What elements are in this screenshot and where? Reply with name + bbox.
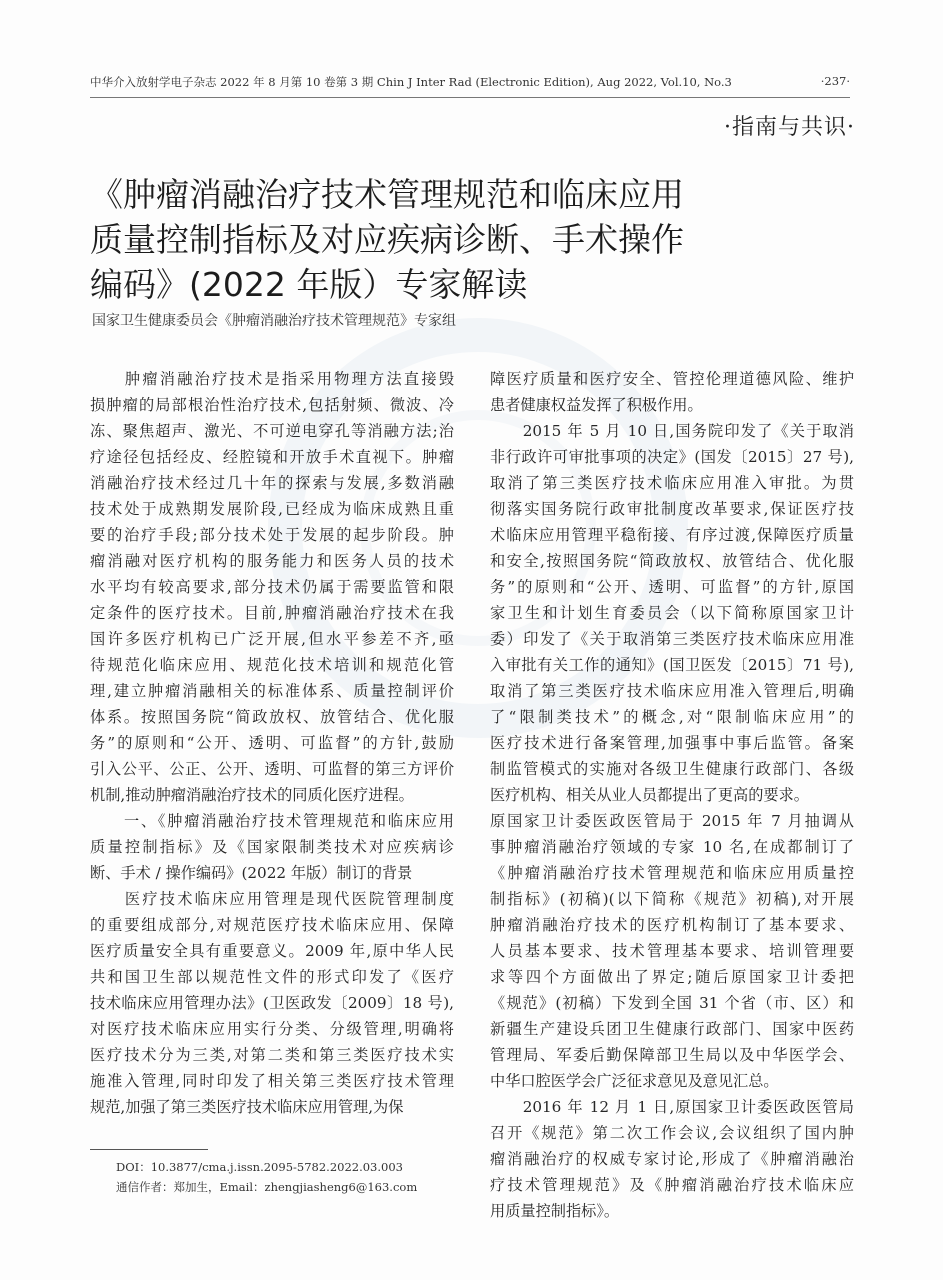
body-text-line: 疗途径包括经皮、经腔镜和开放手术直视下。肿瘤 [90, 448, 454, 466]
body-text-line: 2016 年 12 月 1 日,原国家卫计委医政医管局 [490, 1098, 854, 1116]
body-text-line: 理,建立肿瘤消融相关的标准体系、质量控制评价 [90, 682, 454, 700]
body-text-line: 医疗技术分为三类,对第二类和第三类医疗技术实 [90, 1046, 454, 1064]
body-text-line: 医疗机构、相关从业人员都提出了更高的要求。 [490, 786, 809, 804]
body-text-line: 务”的原则和“公开、透明、可监督”的方针,原国 [490, 578, 854, 596]
body-text-line: 中华口腔医学会广泛征求意见及意见汇总。 [490, 1072, 779, 1090]
corresponding-author-note: 通信作者：郑加生，Email：zhengjiasheng6@163.com [116, 1180, 418, 1194]
body-text-line: 疗技术管理规范》及《肿瘤消融治疗技术临床应 [490, 1176, 854, 1194]
body-text-line: 施准入管理,同时印发了相关第三类医疗技术管理 [90, 1072, 454, 1090]
header-rule [90, 97, 850, 98]
body-text-line: 用质量控制指标》。 [490, 1202, 620, 1220]
body-text-line: 制指标》(初稿)(以下简称《规范》初稿),对开展 [490, 890, 854, 908]
body-text-line: 患者健康权益发挥了积极作用。 [490, 396, 703, 414]
body-text-line: 2015 年 5 月 10 日,国务院印发了《关于取消 [490, 422, 854, 440]
body-text-line: 待规范化临床应用、规范化技术培训和规范化管 [90, 656, 454, 674]
title-line: 《肿瘤消融治疗技术管理规范和临床应用 [90, 175, 684, 215]
body-text-line: 技术临床应用管理办法》(卫医政发〔2009〕18 号), [90, 994, 454, 1012]
body-text-line: 和安全,按照国务院“简政放权、放管结合、优化服 [490, 552, 854, 570]
right-column [490, 366, 854, 1224]
body-text-line: 制监管模式的实施对各级卫生健康行政部门、各级 [490, 760, 854, 778]
body-text-line: 取消了第三类医疗技术临床应用准入审批。为贯 [490, 474, 854, 492]
page-number: ·237· [820, 74, 850, 88]
body-text-line: 障医疗质量和医疗安全、管控伦理道德风险、维护 [490, 370, 854, 388]
body-text-line: 非行政许可审批事项的决定》(国发〔2015〕27 号), [490, 448, 854, 466]
body-text-line: 规范,加强了第三类医疗技术临床应用管理,为保 [90, 1098, 404, 1116]
body-text-line: 彻落实国务院行政审批制度改革要求,保证医疗技 [490, 500, 854, 518]
body-text-line: 国许多医疗机构已广泛开展,但水平参差不齐,亟 [90, 630, 454, 648]
body-text-line: 引入公平、公正、公开、透明、可监督的第三方评价 [90, 760, 454, 778]
body-text-line: 瘤消融治疗的权威专家讨论,形成了《肿瘤消融治 [490, 1150, 854, 1168]
body-text-line: 肿瘤消融治疗技术的医疗机构制订了基本要求、 [490, 916, 854, 934]
footnote-rule [90, 1149, 208, 1150]
body-text-line: 取消了第三类医疗技术临床应用准入管理后,明确 [490, 682, 854, 700]
body-text-line: 《规范》(初稿）下发到全国 31 个省（市、区）和 [490, 994, 854, 1012]
title-line: 编码》(2022 年版）专家解读 [90, 265, 528, 305]
body-text-line: 医疗技术临床应用管理是现代医院管理制度 [90, 890, 454, 908]
article-title [90, 172, 730, 307]
body-text-line: 质量控制指标》及《国家限制类技术对应疾病诊 [90, 838, 454, 856]
body-text-line: 医疗质量安全具有重要意义。2009 年,原中华人民 [90, 942, 454, 960]
body-text-line: 一、《肿瘤消融治疗技术管理规范和临床应用 [90, 812, 454, 830]
body-text-line: 机制,推动肿瘤消融治疗技术的同质化医疗进程。 [90, 786, 414, 804]
body-text-line: 术临床应用管理平稳衔接、有序过渡,保障医疗质量 [490, 526, 854, 544]
doi-note: DOI：10.3877/cma.j.issn.2095-5782.2022.03.003 [116, 1160, 403, 1174]
body-text-line: 的重要组成部分,对规范医疗技术临床应用、保障 [90, 916, 454, 934]
body-text-line: 技术处于成熟期发展阶段,已经成为临床成熟且重 [90, 500, 454, 518]
body-text-line: 召开《规范》第二次工作会议,会议组织了国内肿 [490, 1124, 854, 1142]
section-tag: ·指南与共识· [724, 115, 855, 140]
body-text-line: 体系。按照国务院“简政放权、放管结合、优化服 [90, 708, 454, 726]
body-text-line: 事肿瘤消融治疗领域的专家 10 名,在成都制订了 [490, 838, 854, 856]
left-column [90, 366, 454, 1120]
body-text-line: 医疗技术进行备案管理,加强事中事后监管。备案 [490, 734, 854, 752]
body-text-line: 对医疗技术临床应用实行分类、分级管理,明确将 [90, 1020, 454, 1038]
body-text-line: 入审批有关工作的通知》(国卫医发〔2015〕71 号), [490, 656, 854, 674]
body-text-line: 家卫生和计划生育委员会（以下简称原国家卫计 [490, 604, 854, 622]
title-line: 质量控制指标及对应疾病诊断、手术操作 [90, 220, 684, 260]
body-text-line: 新疆生产建设兵团卫生健康行政部门、国家中医药 [490, 1020, 854, 1038]
body-text-line: 损肿瘤的局部根治性治疗技术,包括射频、微波、冷 [90, 396, 454, 414]
body-text-line: 人员基本要求、技术管理基本要求、培训管理要 [490, 942, 854, 960]
body-text-line: 务”的原则和“公开、透明、可监督”的方针,鼓励 [90, 734, 454, 752]
body-text-line: 原国家卫计委医政医管局于 2015 年 7 月抽调从 [490, 812, 854, 830]
body-text-line: 冻、聚焦超声、激光、不可逆电穿孔等消融方法;治 [90, 422, 454, 440]
journal-citation: 中华介入放射学电子杂志 2022 年 8 月第 10 卷第 3 期 Chin J Inter Rad (Electronic Edition), Aug 2022, Vol.10, No.3 [90, 75, 732, 89]
body-text-line: 断、手术 / 操作编码》(2022 年版）制订的背景 [90, 864, 413, 882]
body-text-line: 要的治疗手段;部分技术处于发展的起步阶段。肿 [90, 526, 454, 544]
body-text-line: 了“限制类技术”的概念,对“限制临床应用”的 [490, 708, 854, 726]
body-text-line: 求等四个方面做出了界定;随后原国家卫计委把 [490, 968, 854, 986]
body-text-line: 管理局、军委后勤保障部卫生局以及中华医学会、 [490, 1046, 854, 1064]
body-text-line: 瘤消融对医疗机构的服务能力和医务人员的技术 [90, 552, 454, 570]
body-text-line: 《肿瘤消融治疗技术管理规范和临床应用质量控 [490, 864, 854, 882]
footnotes [116, 1157, 417, 1197]
body-text-line: 消融治疗技术经过几十年的探索与发展,多数消融 [90, 474, 454, 492]
author-group: 国家卫生健康委员会《肿瘤消融治疗技术管理规范》专家组 [92, 313, 456, 329]
running-head [90, 74, 850, 90]
body-text-line: 水平均有较高要求,部分技术仍属于需要监管和限 [90, 578, 454, 596]
body-text-line: 共和国卫生部以规范性文件的形式印发了《医疗 [90, 968, 454, 986]
body-text-line: 委）印发了《关于取消第三类医疗技术临床应用准 [490, 630, 854, 648]
body-text-line: 定条件的医疗技术。目前,肿瘤消融治疗技术在我 [90, 604, 454, 622]
body-text-line: 肿瘤消融治疗技术是指采用物理方法直接毁 [90, 370, 454, 388]
